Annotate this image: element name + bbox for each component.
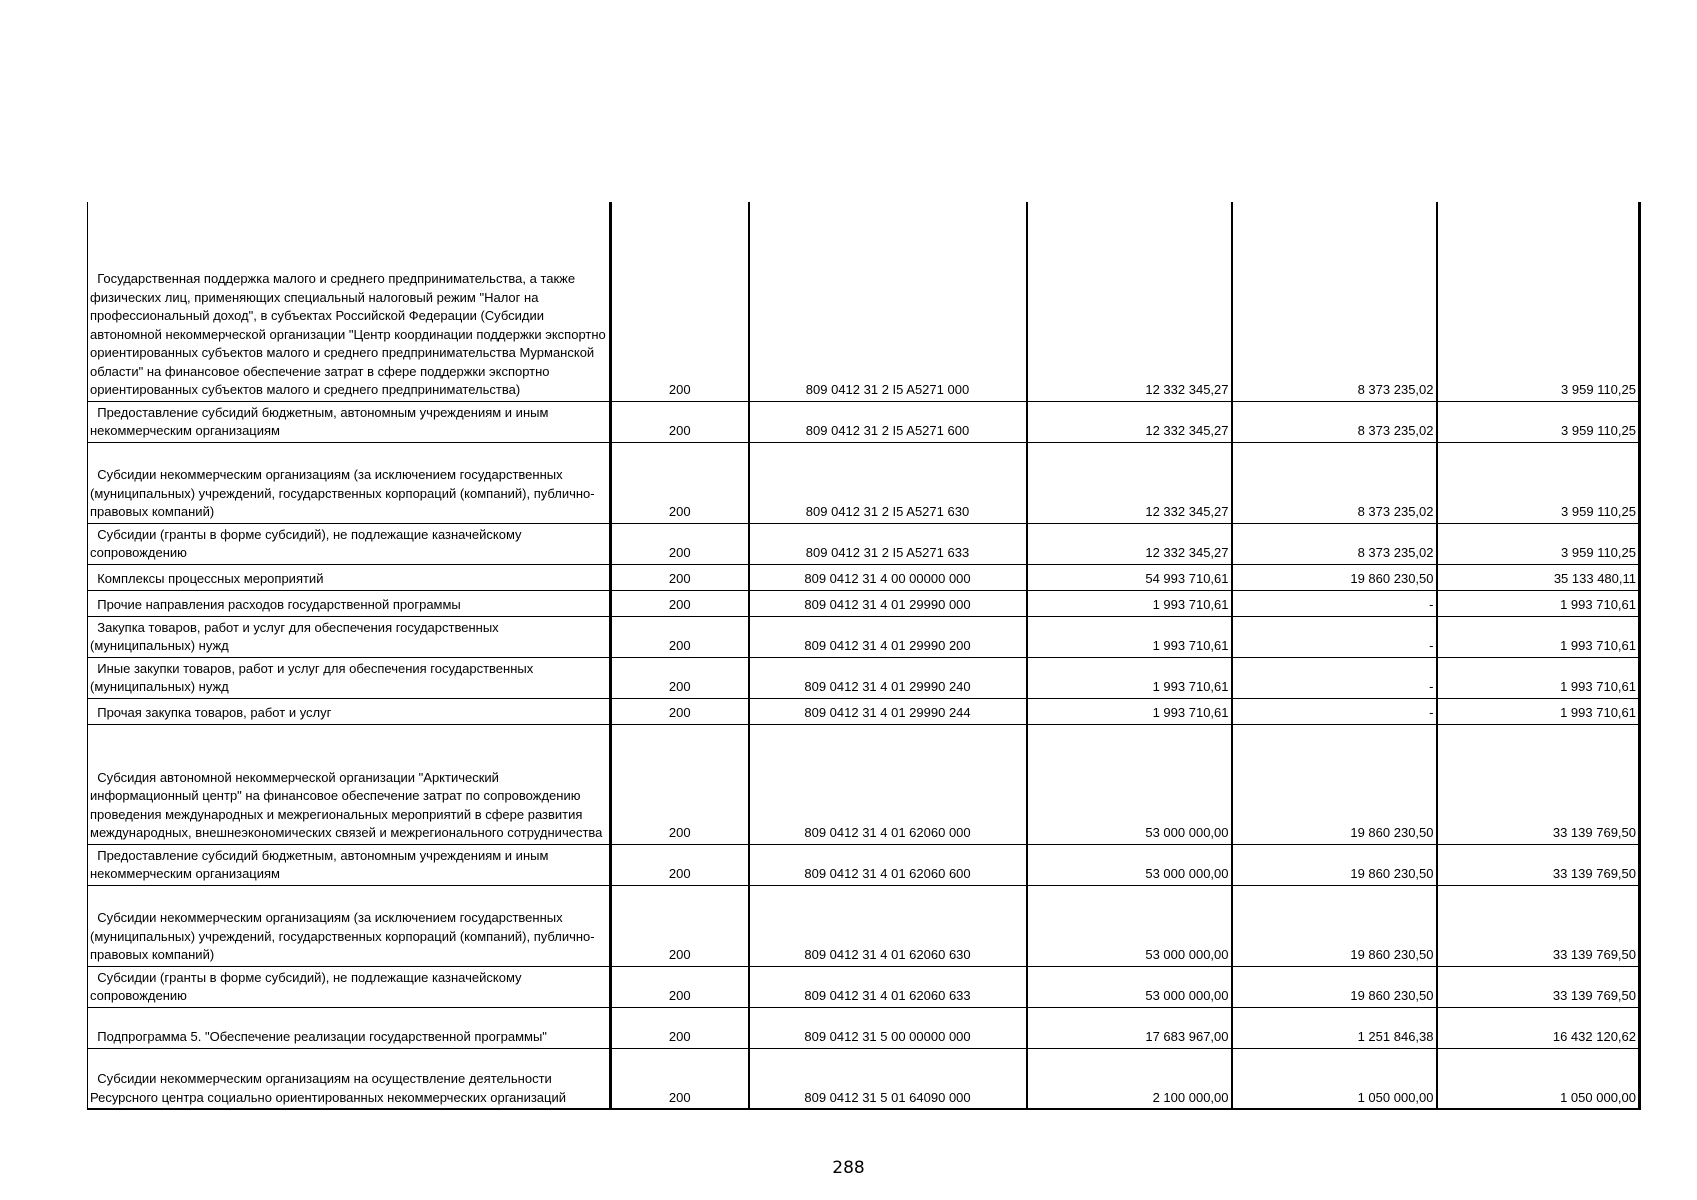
table-row (88, 401, 1640, 442)
table-row (88, 590, 1640, 616)
row-code: 200 (611, 885, 749, 966)
row-code: 200 (611, 1048, 749, 1109)
budget-table-body (88, 202, 1640, 1109)
row-value-2: 8 373 235,02 (1232, 523, 1437, 564)
row-name: Предоставление субсидий бюджетным, автономным учреждениям и иным некоммерческим организациям (88, 844, 611, 885)
row-name: Подпрограмма 5. "Обеспечение реализации государственной программы" (88, 1007, 611, 1048)
table-row (88, 885, 1640, 966)
row-name: Субсидии некоммерческим организациям на осуществление деятельности Ресурсного центра социально ориентированных некоммерческих организаций (88, 1048, 611, 1109)
row-kbk: 809 0412 31 2 I5 A5271 630 (749, 442, 1027, 523)
row-name: Иные закупки товаров, работ и услуг для обеспечения государственных (муниципальных) нужд (88, 657, 611, 698)
table-row (88, 844, 1640, 885)
table-row (88, 523, 1640, 564)
row-value-1: 1 993 710,61 (1027, 657, 1232, 698)
row-value-3: 1 993 710,61 (1437, 698, 1640, 724)
row-value-1: 17 683 967,00 (1027, 1007, 1232, 1048)
table-row (88, 564, 1640, 590)
table-row (88, 202, 1640, 401)
row-value-2: - (1232, 590, 1437, 616)
row-code: 200 (611, 1007, 749, 1048)
row-value-3: 3 959 110,25 (1437, 401, 1640, 442)
row-code: 200 (611, 564, 749, 590)
row-code: 200 (611, 657, 749, 698)
row-code: 200 (611, 401, 749, 442)
row-value-1: 53 000 000,00 (1027, 966, 1232, 1007)
row-name: Государственная поддержка малого и среднего предпринимательства, а также физических лиц, применяющих специальный налоговый режим "Налог на профессиональный доход", в субъектах Российской Федерации (Субсидии автономной некоммерческой организации "Центр координации поддержки экспортно ориентированных субъектов малого и среднего предпринимательства Мурманской области" на финансовое обеспечение затрат в сфере поддержки экспортно ориентированных субъектов малого и среднего предпринимательства) (88, 202, 611, 401)
row-kbk: 809 0412 31 4 01 62060 633 (749, 966, 1027, 1007)
row-value-3: 1 050 000,00 (1437, 1048, 1640, 1109)
row-name: Субсидии (гранты в форме субсидий), не подлежащие казначейскому сопровождению (88, 523, 611, 564)
row-code: 200 (611, 844, 749, 885)
row-code: 200 (611, 590, 749, 616)
row-value-3: 35 133 480,11 (1437, 564, 1640, 590)
row-name: Субсидия автономной некоммерческой организации "Арктический информационный центр" на финансовое обеспечение затрат по сопровождению проведения международных и межрегиональных мероприятий в сфере развития международных, внешнеэкономических связей и межрегионального сотрудничества (88, 724, 611, 844)
row-kbk: 809 0412 31 4 01 29990 200 (749, 616, 1027, 657)
row-value-3: 33 139 769,50 (1437, 885, 1640, 966)
row-value-1: 53 000 000,00 (1027, 724, 1232, 844)
row-name: Закупка товаров, работ и услуг для обеспечения государственных (муниципальных) нужд (88, 616, 611, 657)
row-name: Прочие направления расходов государственной программы (88, 590, 611, 616)
table-row (88, 442, 1640, 523)
table-row (88, 657, 1640, 698)
row-value-2: 19 860 230,50 (1232, 564, 1437, 590)
table-row (88, 1007, 1640, 1048)
row-value-2: 1 050 000,00 (1232, 1048, 1437, 1109)
row-code: 200 (611, 724, 749, 844)
row-value-3: 33 139 769,50 (1437, 966, 1640, 1007)
row-value-3: 33 139 769,50 (1437, 844, 1640, 885)
row-value-1: 53 000 000,00 (1027, 844, 1232, 885)
row-value-2: 19 860 230,50 (1232, 724, 1437, 844)
row-value-1: 12 332 345,27 (1027, 202, 1232, 401)
row-value-2: 8 373 235,02 (1232, 442, 1437, 523)
row-name: Субсидии некоммерческим организациям (за исключением государственных (муниципальных) учреждений, государственных корпораций (компаний), публично-правовых компаний) (88, 885, 611, 966)
budget-table-container (87, 202, 1639, 1110)
row-value-1: 1 993 710,61 (1027, 590, 1232, 616)
row-value-3: 1 993 710,61 (1437, 616, 1640, 657)
row-value-3: 33 139 769,50 (1437, 724, 1640, 844)
row-name: Прочая закупка товаров, работ и услуг (88, 698, 611, 724)
row-value-3: 16 432 120,62 (1437, 1007, 1640, 1048)
row-name: Предоставление субсидий бюджетным, автономным учреждениям и иным некоммерческим организациям (88, 401, 611, 442)
row-value-2: - (1232, 657, 1437, 698)
row-value-3: 1 993 710,61 (1437, 590, 1640, 616)
row-value-2: - (1232, 616, 1437, 657)
row-value-2: 1 251 846,38 (1232, 1007, 1437, 1048)
row-kbk: 809 0412 31 4 01 29990 240 (749, 657, 1027, 698)
row-value-2: - (1232, 698, 1437, 724)
budget-table (87, 202, 1641, 1110)
row-code: 200 (611, 966, 749, 1007)
row-kbk: 809 0412 31 5 00 00000 000 (749, 1007, 1027, 1048)
row-value-2: 19 860 230,50 (1232, 966, 1437, 1007)
row-name: Комплексы процессных мероприятий (88, 564, 611, 590)
row-kbk: 809 0412 31 2 I5 A5271 000 (749, 202, 1027, 401)
row-value-1: 12 332 345,27 (1027, 401, 1232, 442)
page-number: 288 (832, 1158, 865, 1178)
row-code: 200 (611, 616, 749, 657)
row-value-2: 19 860 230,50 (1232, 885, 1437, 966)
row-code: 200 (611, 698, 749, 724)
row-code: 200 (611, 202, 749, 401)
row-value-2: 19 860 230,50 (1232, 844, 1437, 885)
row-value-1: 1 993 710,61 (1027, 698, 1232, 724)
row-value-2: 8 373 235,02 (1232, 401, 1437, 442)
row-value-3: 3 959 110,25 (1437, 523, 1640, 564)
row-value-3: 3 959 110,25 (1437, 442, 1640, 523)
row-code: 200 (611, 523, 749, 564)
table-row (88, 966, 1640, 1007)
table-row (88, 724, 1640, 844)
row-kbk: 809 0412 31 4 01 62060 000 (749, 724, 1027, 844)
row-name: Субсидии (гранты в форме субсидий), не подлежащие казначейскому сопровождению (88, 966, 611, 1007)
row-kbk: 809 0412 31 4 01 29990 000 (749, 590, 1027, 616)
table-row (88, 616, 1640, 657)
row-kbk: 809 0412 31 4 01 62060 630 (749, 885, 1027, 966)
row-kbk: 809 0412 31 2 I5 A5271 600 (749, 401, 1027, 442)
row-kbk: 809 0412 31 5 01 64090 000 (749, 1048, 1027, 1109)
row-value-1: 53 000 000,00 (1027, 885, 1232, 966)
row-value-1: 54 993 710,61 (1027, 564, 1232, 590)
row-kbk: 809 0412 31 2 I5 A5271 633 (749, 523, 1027, 564)
row-value-3: 3 959 110,25 (1437, 202, 1640, 401)
row-value-1: 1 993 710,61 (1027, 616, 1232, 657)
row-kbk: 809 0412 31 4 01 29990 244 (749, 698, 1027, 724)
row-name: Субсидии некоммерческим организациям (за исключением государственных (муниципальных) учреждений, государственных корпораций (компаний), публично-правовых компаний) (88, 442, 611, 523)
row-value-1: 12 332 345,27 (1027, 442, 1232, 523)
row-value-1: 12 332 345,27 (1027, 523, 1232, 564)
row-value-1: 2 100 000,00 (1027, 1048, 1232, 1109)
table-row (88, 698, 1640, 724)
row-code: 200 (611, 442, 749, 523)
table-row (88, 1048, 1640, 1109)
row-kbk: 809 0412 31 4 00 00000 000 (749, 564, 1027, 590)
row-kbk: 809 0412 31 4 01 62060 600 (749, 844, 1027, 885)
row-value-2: 8 373 235,02 (1232, 202, 1437, 401)
row-value-3: 1 993 710,61 (1437, 657, 1640, 698)
